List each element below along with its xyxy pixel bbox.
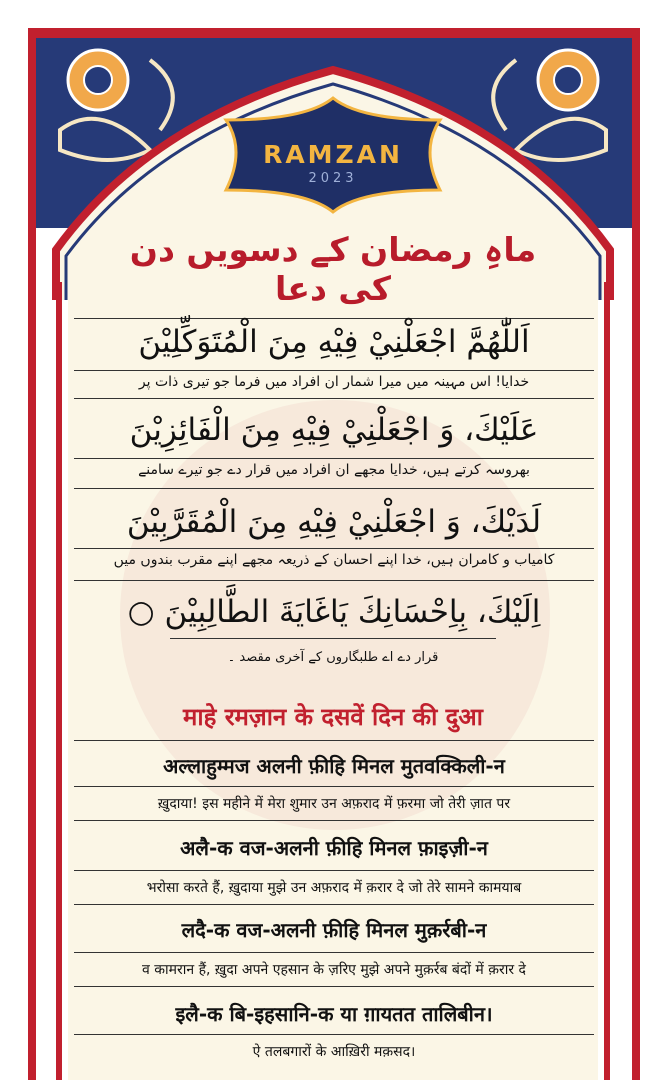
right-floral-ornament [493, 50, 606, 160]
rule-line [74, 870, 594, 871]
rule-line [74, 580, 594, 581]
rule-line [74, 952, 594, 953]
arabic-line-4: اِلَيْكَ، بِاِحْسَانِكَ يَاغَايَةَ الطَّالِبِيْنَ ○ [127, 594, 541, 630]
rule-line [74, 370, 594, 371]
rule-line [74, 1034, 594, 1035]
arabic-line-3: لَدَيْكَ، وَ اجْعَلْنِيْ فِيْهِ مِنَ الْمُقَرَّبِيْنَ [126, 504, 542, 540]
rule-line [74, 398, 594, 399]
rule-line [74, 986, 594, 987]
urdu-line-3: کامیاب و کامران ہیں، خدا اپنے احسان کے ذریعہ مجھے اپنے مقرب بندوں میں [113, 552, 555, 568]
hindi-translation-2: भरोसा करते हैं, ख़ुदाया मुझे उन अफ़राद में क़रार दे जो तेरे सामने कामयाब [146, 880, 522, 896]
hindi-line-3: लदै-क वज-अलनी फ़ीहि मिनल मुक़र्रबी-न [181, 918, 487, 942]
left-floral-ornament [60, 50, 173, 160]
rule-line [74, 458, 594, 459]
badge-title: RAMZAN [263, 140, 403, 169]
hindi-title: माहे रमज़ान के दसवें दिन की दुआ [183, 703, 483, 731]
rule-line [74, 740, 594, 741]
hindi-translation-3: व कामरान हैं, ख़ुदा अपने एहसान के ज़रिए मुझे अपने मुक़र्रब बंदों में क़रार दे [142, 962, 526, 978]
arabic-line-2: عَلَيْكَ، وَ اجْعَلْنِيْ فِيْهِ مِنَ الْفَائِزِيْنَ [129, 412, 539, 448]
rule-line [170, 638, 496, 639]
hindi-line-4: इलै-क बि-इहसानि-क या ग़ायतत तालिबीन। [175, 1002, 493, 1026]
urdu-title: ماہِ رمضان کے دسویں دن کی دعا [129, 230, 537, 308]
urdu-line-1: خدایا! اس مہینہ میں میرا شمار ان افراد میں فرما جو تیری ذات پر [138, 374, 530, 390]
hindi-translation-1: ख़ुदाया! इस महीने में मेरा शुमार उन अफ़राद में फ़रमा जो तेरी ज़ात पर [157, 796, 511, 812]
hindi-line-2: अलै-क वज-अलनी फ़ीहि मिनल फ़ाइज़ी-न [180, 836, 488, 860]
rule-line [74, 786, 594, 787]
rule-line [74, 548, 594, 549]
badge-year: 2023 [308, 171, 358, 186]
hindi-line-1: अल्लाहुम्मज अलनी फ़ीहि मिनल मुतवक्किली-न [163, 754, 505, 778]
ramzan-badge [222, 98, 444, 220]
rule-line [74, 904, 594, 905]
hindi-translation-4: ऐ तलबगारों के आख़िरी मक़सद। [252, 1044, 416, 1060]
urdu-line-2: بھروسہ کرتے ہیں، خدایا مجھے ان افراد میں قرار دے جو تیرے سامنے [138, 462, 530, 478]
rule-line [74, 820, 594, 821]
rule-line [74, 488, 594, 489]
rule-line [74, 318, 594, 319]
arabic-line-1: اَللّٰهُمَّ اجْعَلْنِيْ فِيْهِ مِنَ الْمُتَوَكِّلِيْنَ [138, 324, 530, 360]
urdu-line-4: قرار دے اے طلبگاروں کے آخری مقصد ۔ [227, 650, 439, 665]
